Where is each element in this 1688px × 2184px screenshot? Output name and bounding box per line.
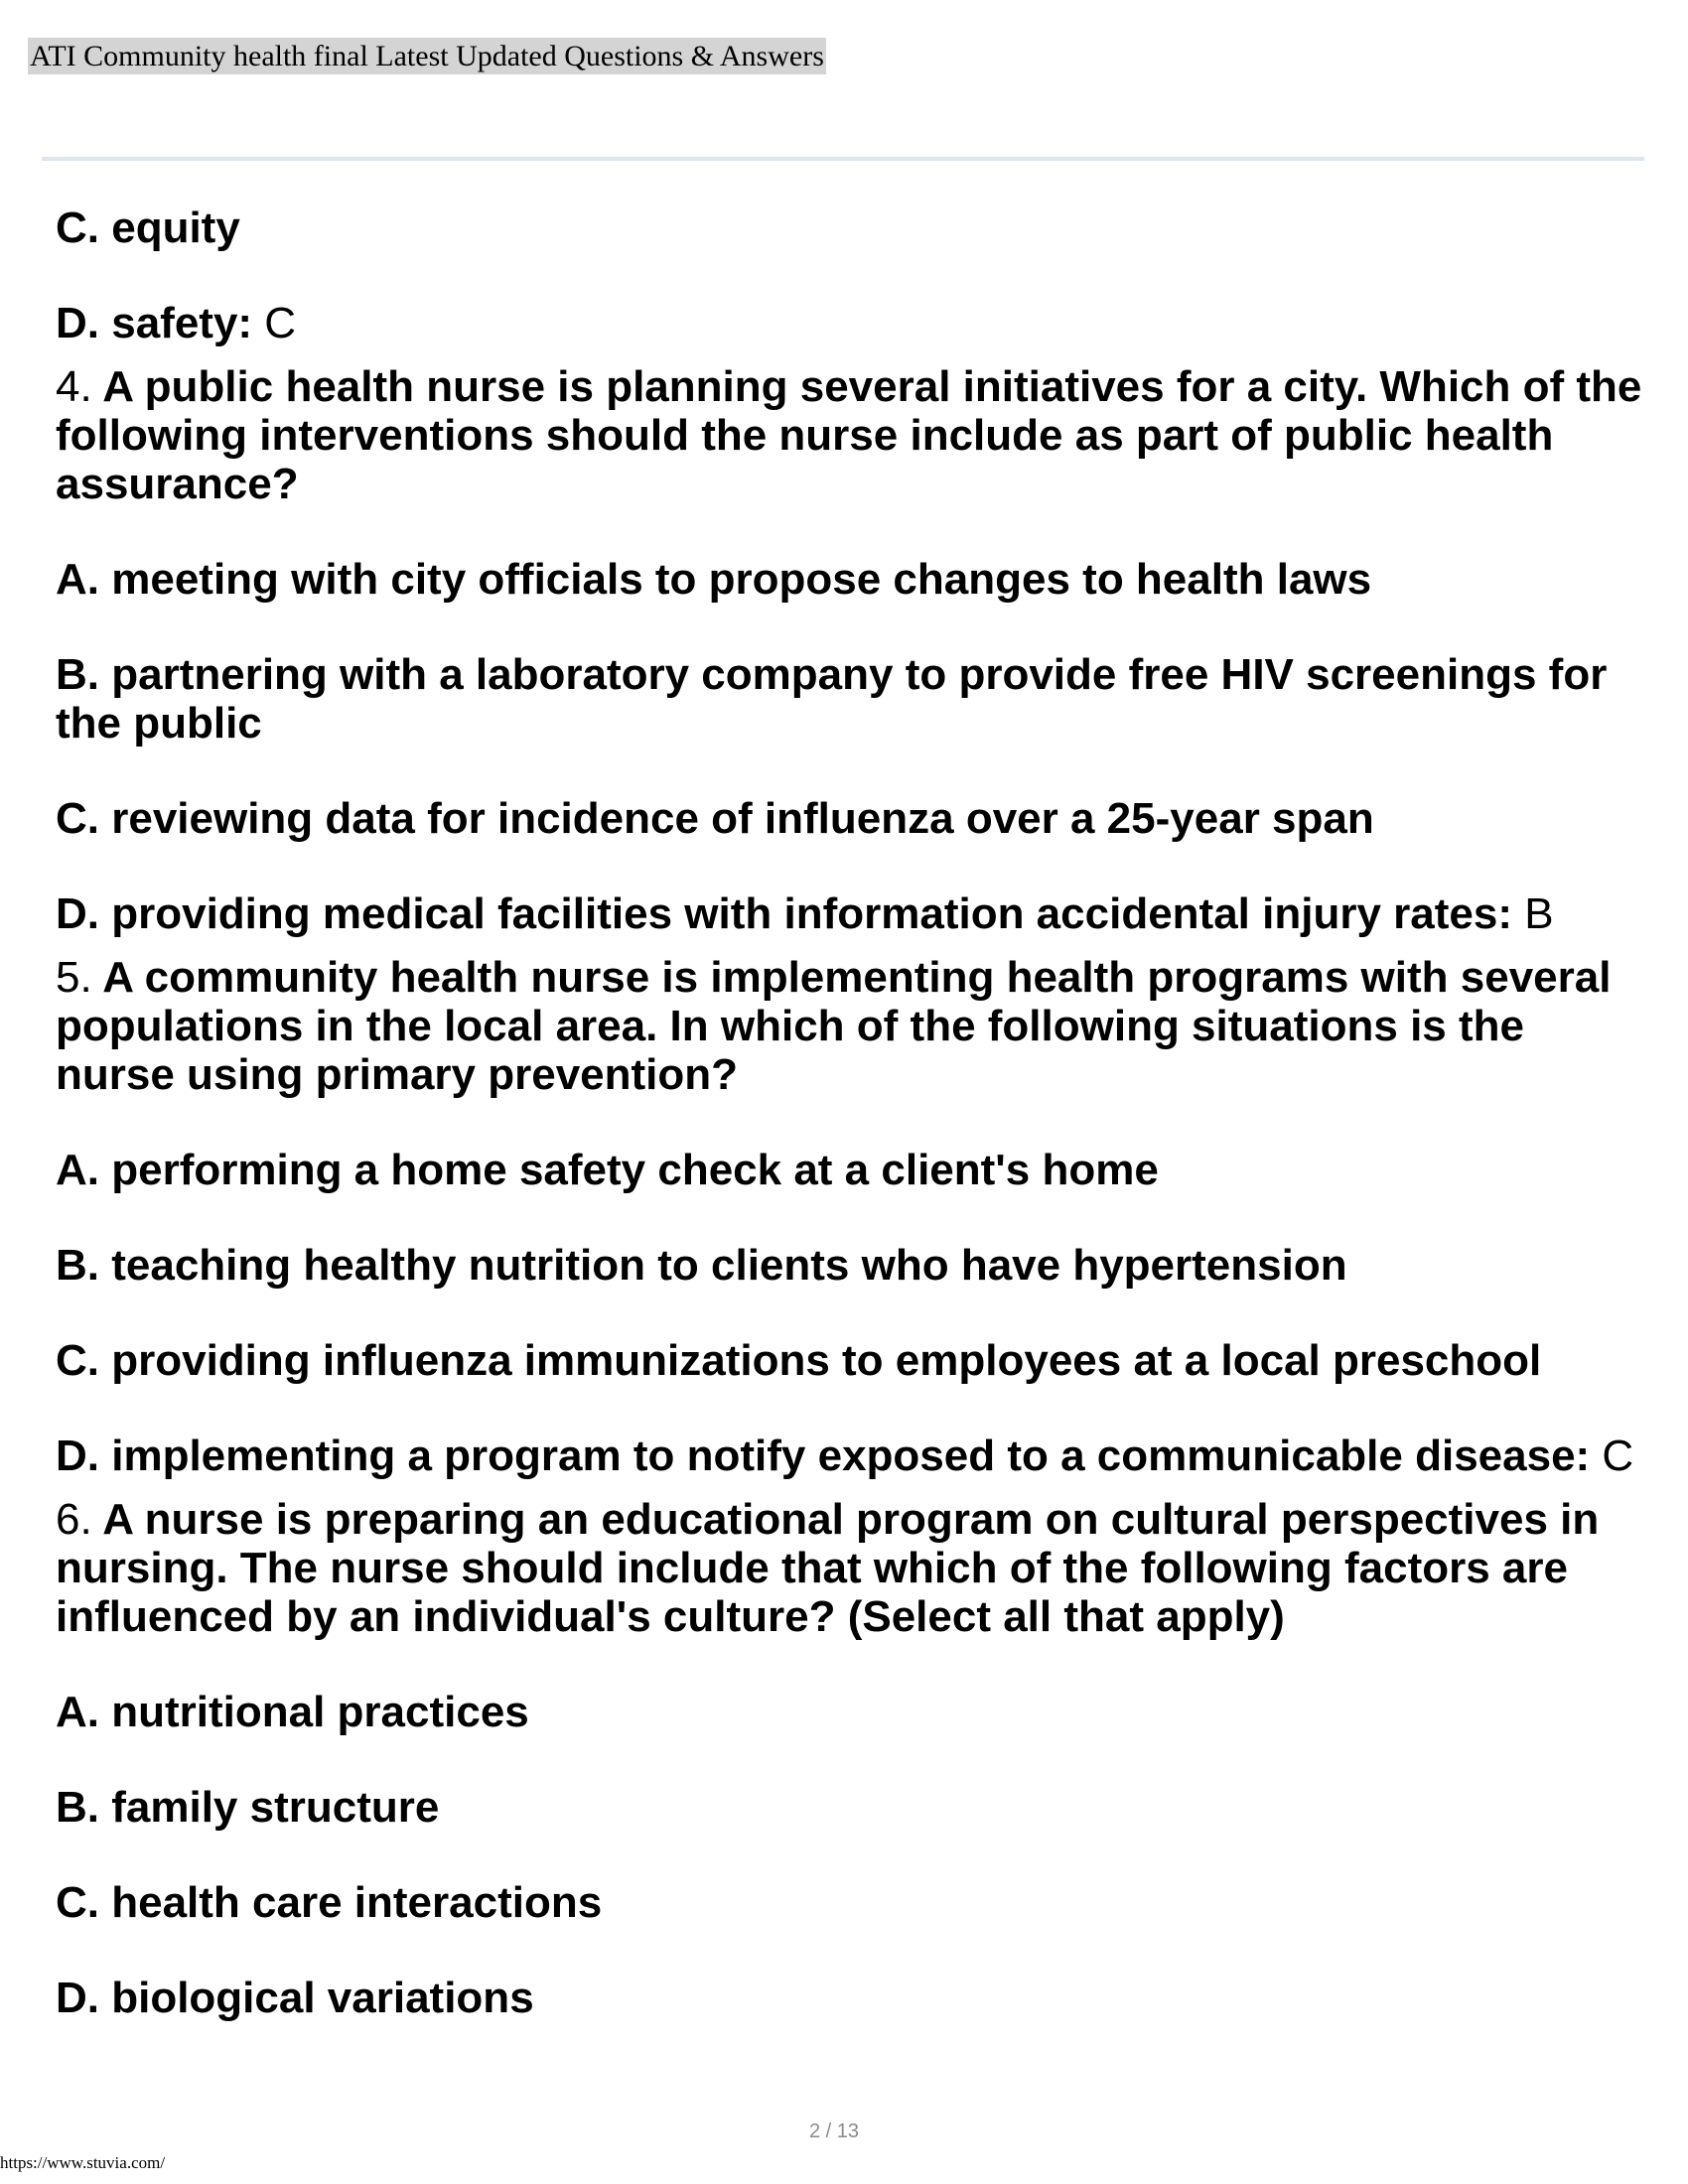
q5-text: A community health nurse is implementing health programs with several populations in the local area. In which of the following situations is the nurse using primary prevention?: [56, 953, 1612, 1099]
q5-option-d: [56, 1432, 1644, 1480]
q3-option-d-text: D. safety:: [56, 299, 253, 347]
q6-number: 6.: [56, 1495, 92, 1544]
q4-option-a: A. meeting with city officials to propose changes to health laws: [56, 555, 1372, 604]
q6-option-b: B. family structure: [56, 1783, 440, 1832]
q4-option-b: B. partnering with a laboratory company to provide free HIV screenings for the public: [56, 650, 1608, 748]
q5-option-a: A. performing a home safety check at a client's home: [56, 1146, 1159, 1194]
source-url[interactable]: https://www.stuvia.com/: [0, 2153, 166, 2172]
q5-option-c: C. providing influenza immunizations to employees at a local preschool: [56, 1336, 1542, 1385]
q4-number: 4.: [56, 362, 92, 411]
q5-answer: C: [1590, 1432, 1634, 1480]
question-content: [56, 204, 1644, 2022]
q3-option-c: C. equity: [56, 204, 240, 252]
q5-option-b: B. teaching healthy nutrition to clients who have hypertension: [56, 1241, 1347, 1290]
header-divider: [42, 157, 1644, 161]
page-number: 2 / 13: [809, 2120, 860, 2142]
q6-text: A nurse is preparing an educational program on cultural perspectives in nursing. The nurse should include that which of the following factors are influenced by an individual's culture? (Select all that apply): [56, 1495, 1600, 1641]
q6-option-a: A. nutritional practices: [56, 1688, 529, 1736]
document-header-title: ATI Community health final Latest Updated Questions & Answers: [30, 40, 824, 72]
q6-option-c: C. health care interactions: [56, 1878, 603, 1927]
q5-number: 5.: [56, 953, 92, 1002]
q4-option-d: [56, 889, 1644, 938]
q5-option-d-text: D. implementing a program to notify exposed to a communicable disease:: [56, 1432, 1591, 1480]
q4-text: A public health nurse is planning several initiatives for a city. Which of the following interventions should the nurse include as part of public health assurance?: [56, 362, 1642, 508]
q4-answer: B: [1511, 889, 1554, 938]
question-4: [56, 362, 1644, 508]
q4-option-d-text: D. providing medical facilities with information accidental injury rates:: [56, 889, 1512, 938]
question-5: [56, 953, 1644, 1099]
q4-option-c: C. reviewing data for incidence of influenza over a 25-year span: [56, 794, 1374, 843]
q3-option-d: [56, 299, 1644, 347]
q3-answer: C: [252, 299, 297, 347]
q6-option-d: D. biological variations: [56, 1974, 534, 2022]
question-6: [56, 1495, 1644, 1641]
